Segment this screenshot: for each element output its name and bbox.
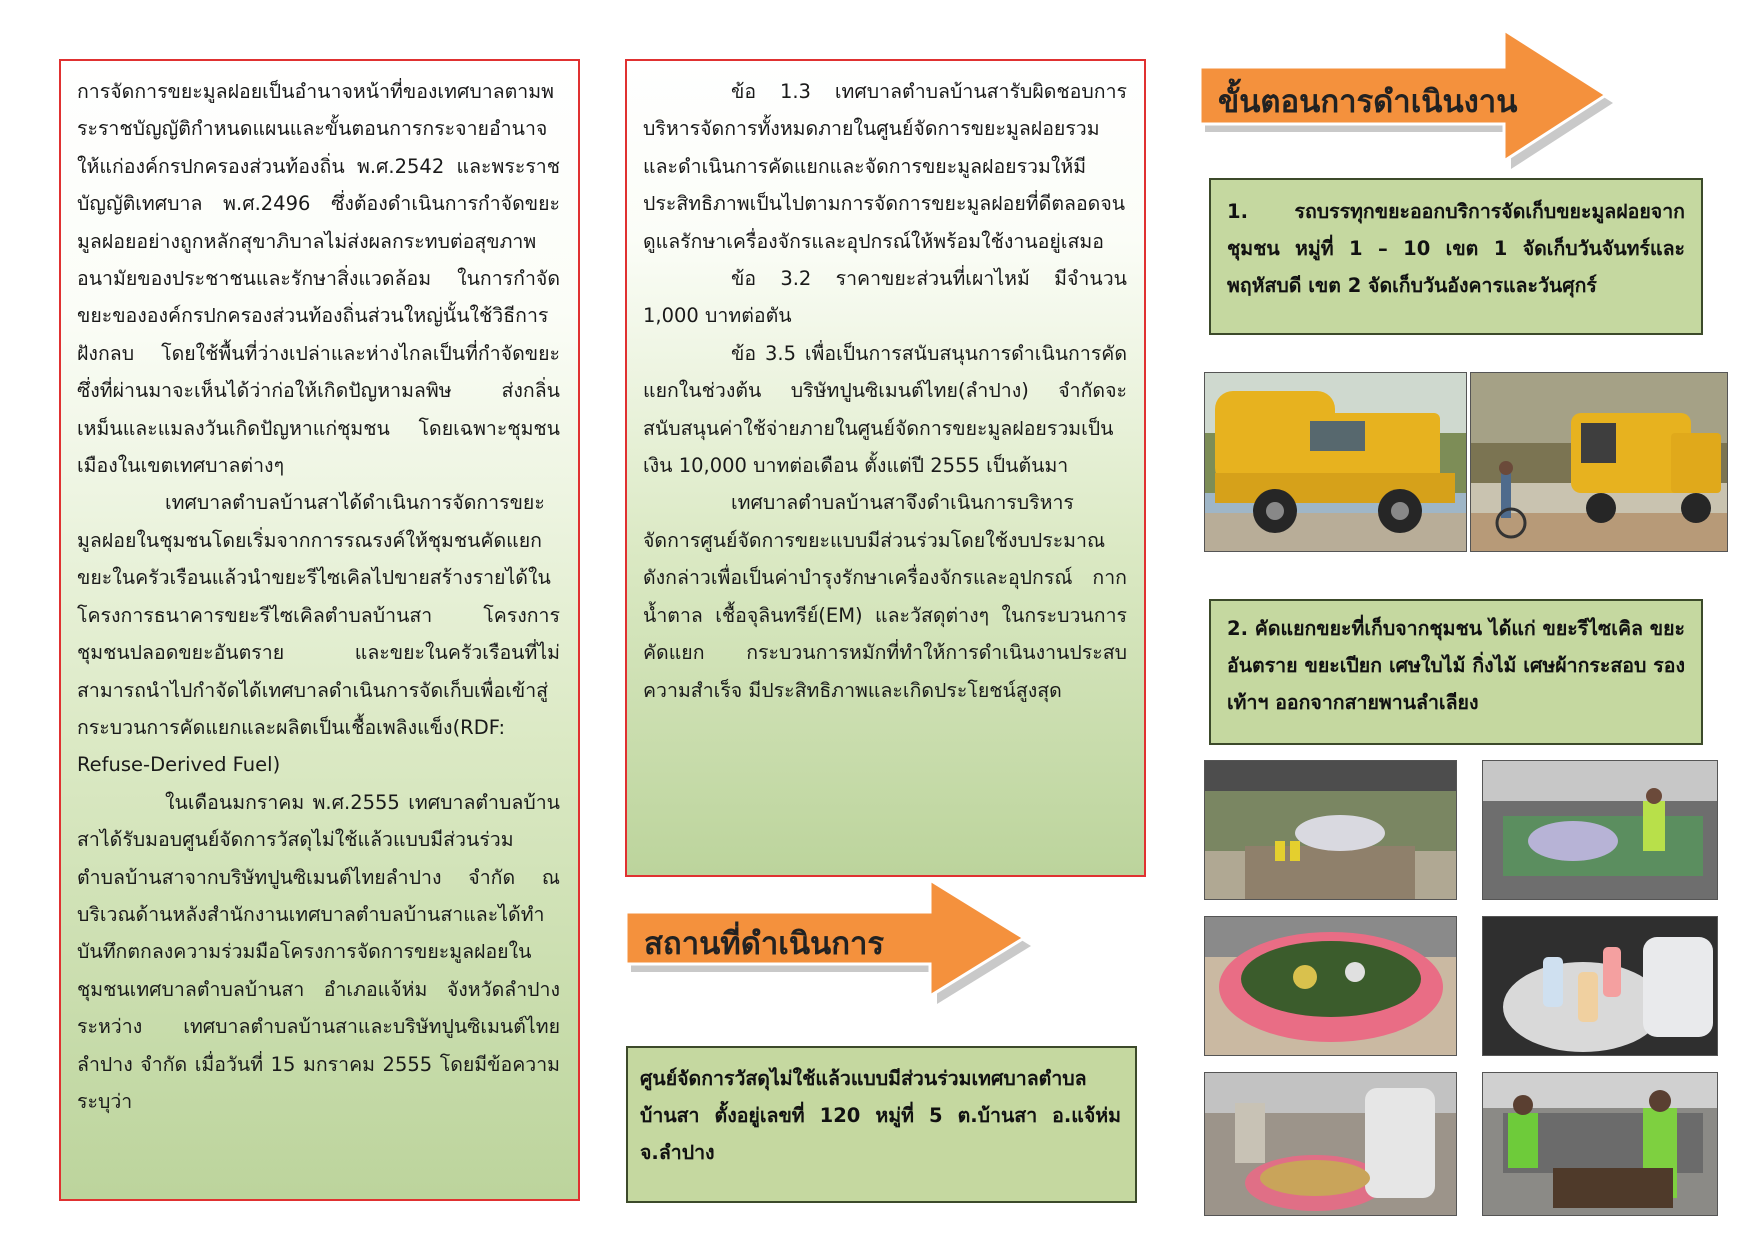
plastic-bottles-photo bbox=[1482, 916, 1718, 1056]
location-heading: สถานที่ดำเนินการ bbox=[644, 926, 885, 962]
workers-sorting-photo bbox=[1482, 1072, 1718, 1216]
wet-waste-basket-photo bbox=[1204, 916, 1457, 1056]
clause-3-5-paragraph: ข้อ 3.5 เพื่อเป็นการสนับสนุนการดำเนินการคัดแยกในช่วงต้น บริษัทปูนซิเมนต์ไทย(ลำปาง) จำกัดจะสนับสนุนค่าใช้จ่ายภายในศูนย์จัดการขยะมูลฝอยรวมเป็นเงิน 10,000 บาทต่อเดือน ตั้งแต่ปี 2555 เป็นต้นมา bbox=[643, 341, 1127, 478]
steps-heading: ขั้นตอนการดำเนินงาน bbox=[1218, 84, 1518, 120]
step-1-text: 1. รถบรรทุกขยะออกบริการจัดเก็บขยะมูลฝอยจากชุมชน หมู่ที่ 1 – 10 เขต 1 จัดเก็บวันจันทร์และพฤหัสบดี เขต 2 จัดเก็บวันอังคารและวันศุกร์ bbox=[1227, 200, 1685, 297]
sorting-photo-2 bbox=[1482, 760, 1718, 900]
banasa-management-paragraph: เทศบาลตำบลบ้านสาได้ดำเนินการจัดการขยะมูลฝอยในชุมชนโดยเริ่มจากการรณรงค์ให้ชุมชนคัดแยกขยะในครัวเรือนแล้วนำขยะรีไซเคิลไปขายสร้างรายได้ในโครงการธนาคารขยะรีไซเคิลตำบลบ้านสา โครงการชุมชนปลอดขยะอันตราย และขยะในครัวเรือนที่ไม่สามารถนำไปกำจัดได้เทศบาลดำเนินการจัดเก็บเพื่อเข้าสู่กระบวนการคัดแยกและผลิตเป็นเชื้อเพลิงแข็ง(RDF: Refuse-Derived Fuel) bbox=[77, 491, 560, 777]
sorting-bins-photo bbox=[1204, 1072, 1457, 1216]
step-2-text: 2. คัดแยกขยะที่เก็บจากชุมชน ได้แก่ ขยะรีไซเคิล ขยะอันตราย ขยะเปียก เศษใบไม้ กิ่งไม้ เศษผ้ากระสอบ รองเท้าฯ ออกจากสายพานลำเลียง bbox=[1227, 617, 1685, 714]
garbage-truck-photo-1 bbox=[1204, 372, 1467, 552]
middle-text-box bbox=[625, 59, 1146, 877]
clause-3-2-paragraph: ข้อ 3.2 ราคาขยะส่วนที่เผาไหม้ มีจำนวน 1,000 บาทต่อตัน bbox=[643, 267, 1127, 328]
clause-1-3-paragraph: ข้อ 1.3 เทศบาลตำบลบ้านสารับผิดชอบการบริหารจัดการทั้งหมดภายในศูนย์จัดการขยะมูลฝอยรวมและดำเนินการคัดแยกและจัดการขยะมูลฝอยรวมให้มีประสิทธิภาพเป็นไปตามการจัดการขยะมูลฝอยที่ดีตลอดจนดูแลรักษาเครื่องจักรและอุปกรณ์ให้พร้อมใช้งานอยู่เสมอ bbox=[643, 80, 1127, 253]
left-text-box bbox=[59, 59, 580, 1201]
intro-paragraph: การจัดการขยะมูลฝอยเป็นอำนาจหน้าที่ของเทศบาลตามพระราชบัญญัติกำหนดแผนและขั้นตอนการกระจายอำนาจให้แก่องค์กรปกครองส่วนท้องถิ่น พ.ศ.2542 และพระราชบัญญัติเทศบาล พ.ศ.2496 ซึ่งต้องดำเนินการกำจัดขยะมูลฝอยอย่างถูกหลักสุขาภิบาลไม่ส่งผลกระทบต่อสุขภาพอนามัยของประชาชนและรักษาสิ่งแวดล้อม ในการกำจัดขยะขององค์กรปกครองส่วนท้องถิ่นส่วนใหญ่นั้นใช้วิธีการฝังกลบ โดยใช้พื้นที่ว่างเปล่าและห่างไกลเป็นที่กำจัดขยะ ซึ่งที่ผ่านมาจะเห็นได้ว่าก่อให้เกิดปัญหามลพิษ ส่งกลิ่นเหม็นและแมลงวันเกิดปัญหาแก่ชุมชน โดยเฉพาะชุมชนเมืองในเขตเทศบาลต่างๆ bbox=[77, 80, 560, 478]
sorting-photo-1 bbox=[1204, 760, 1457, 900]
budget-usage-paragraph: เทศบาลตำบลบ้านสาจึงดำเนินการบริหารจัดการศูนย์จัดการขยะแบบมีส่วนร่วมโดยใช้งบประมาณดังกล่าวเพื่อเป็นค่าบำรุงรักษาเครื่องจักรและอุปกรณ์ กากน้ำตาล เชื้อจุลินทรีย์(EM) และวัสดุต่างๆ ในกระบวนการคัดแยก กระบวนการหมักที่ทำให้การดำเนินงานประสบความสำเร็จ มีประสิทธิภาพและเกิดประโยชน์สูงสุด bbox=[643, 491, 1127, 702]
location-box bbox=[626, 1046, 1137, 1203]
step-2-box bbox=[1209, 599, 1703, 745]
center-handover-paragraph: ในเดือนมกราคม พ.ศ.2555 เทศบาลตำบลบ้านสาได้รับมอบศูนย์จัดการวัสดุไม่ใช้แล้วแบบมีส่วนร่วมตำบลบ้านสาจากบริษัทปูนซิเมนต์ไทยลำปาง จำกัด ณ บริเวณด้านหลังสำนักงานเทศบาลตำบลบ้านสาและได้ทำบันทึกตกลงความร่วมมือโครงการจัดการขยะมูลฝอยในชุมชนเทศบาลตำบลบ้านสา อำเภอแจ้ห่ม จังหวัดลำปาง ระหว่าง เทศบาลตำบลบ้านสาและบริษัทปูนซิเมนต์ไทยลำปาง จำกัด เมื่อวันที่ 15 มกราคม 2555 โดยมีข้อความระบุว่า bbox=[77, 790, 560, 1113]
location-text: ศูนย์จัดการวัสดุไม่ใช้แล้วแบบมีส่วนร่วมเทศบาลตำบลบ้านสา ตั้งอยู่เลขที่ 120 หมู่ที่ 5 ต.บ้านสา อ.แจ้ห่ม จ.ลำปาง bbox=[640, 1067, 1121, 1164]
location-heading-arrow bbox=[624, 878, 1034, 1008]
garbage-truck-photo-2 bbox=[1470, 372, 1728, 552]
steps-heading-arrow bbox=[1198, 28, 1616, 174]
step-1-box bbox=[1209, 178, 1703, 335]
